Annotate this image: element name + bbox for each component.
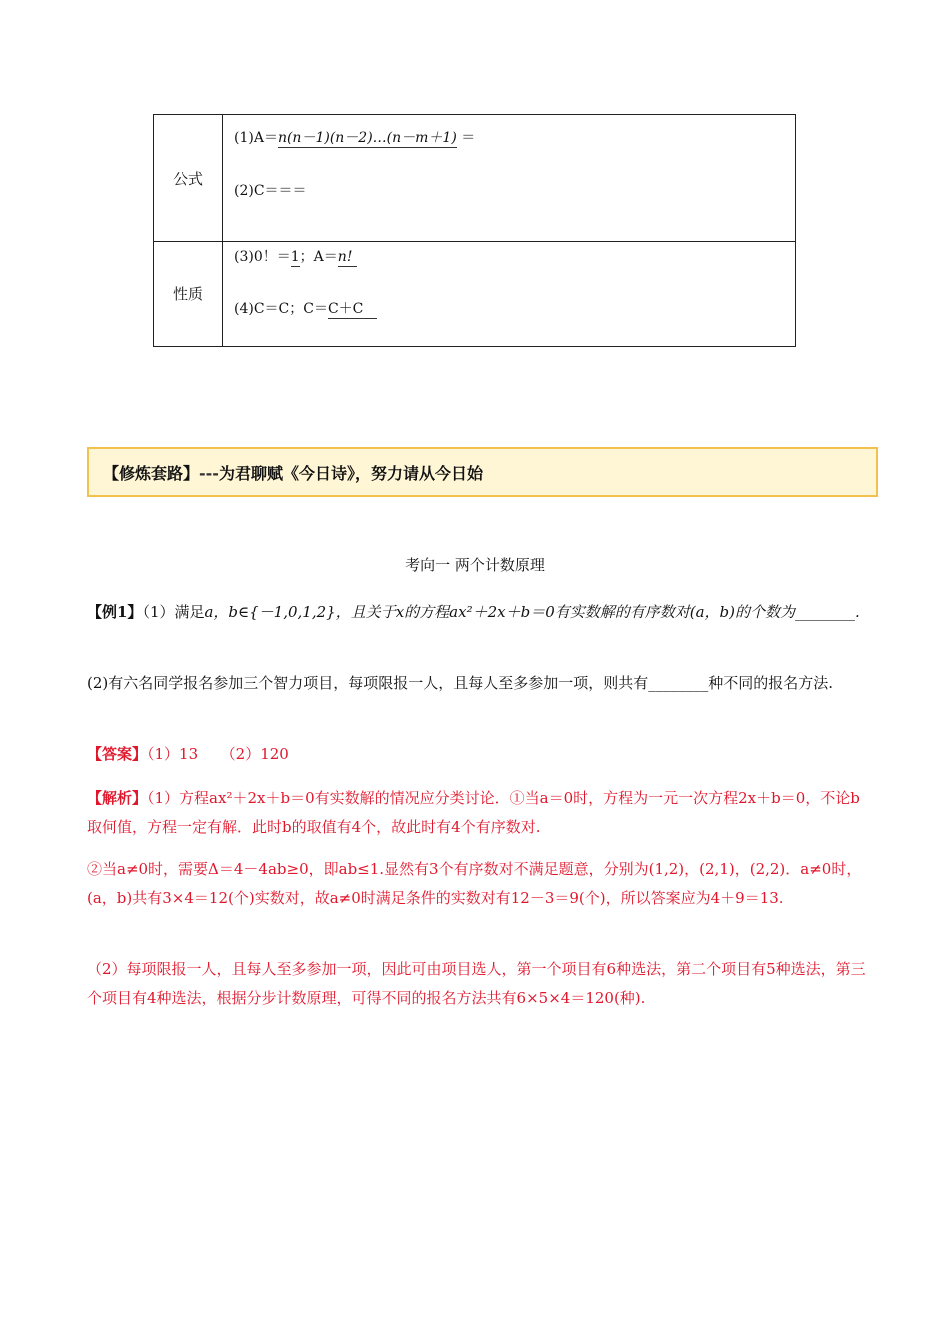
formula-table	[153, 114, 796, 347]
property-3-mid: ；A＝	[299, 249, 338, 265]
property-line-3	[234, 246, 357, 266]
answer-line	[87, 740, 870, 769]
property-3-answer-1: 1	[290, 249, 300, 265]
row-label-formula: 公式	[154, 115, 223, 241]
example-question-1	[87, 598, 870, 627]
banner-tag: 【修炼套路】	[103, 464, 200, 483]
property-line-4	[234, 298, 377, 318]
banner-poem: 为君聊赋《今日诗》，努力请从今日始	[218, 464, 483, 483]
example-q1-part4: ax²＋2x＋b＝0有实数解的有序数对(a，b)的个数为________.	[449, 603, 860, 621]
property-3-prefix: (3)0！＝	[234, 249, 291, 265]
answer-tag: 【答案】	[87, 745, 148, 763]
formula-line-2: (2)C＝＝＝	[234, 183, 307, 199]
analysis-paragraph-2: ②当a≠0时，需要Δ＝4－4ab≥0，即ab≤1.显然有3个有序数对不满足题意，分别为(1,2)，(2,1)，(2,2)．a≠0时，(a，b)共有3×4＝12(个)实数对，故a≠0时满足条件的实数对有12－3＝9(个)，所以答案应为4＋9＝13.	[87, 860, 862, 907]
table-row-property	[154, 241, 795, 346]
example-question-2: (2)有六名同学报名参加三个智力项目，每项限报一人，且每人至多参加一项，则共有________种不同的报名方法.	[87, 674, 834, 692]
answer-text: （1）13 （2）120	[147, 745, 289, 763]
property-3-answer-2: n!	[337, 249, 353, 265]
table-row-formula	[154, 115, 795, 242]
banner-dash: ---	[199, 464, 219, 483]
property-4-answer: C＋C	[327, 301, 364, 317]
example-tag: 【例1】	[87, 603, 143, 621]
banner-text	[103, 461, 483, 484]
row-label-property: 性质	[154, 241, 223, 346]
property-cell	[234, 241, 787, 346]
practice-banner	[87, 447, 878, 497]
example-q1-part1: （1）满足	[142, 603, 205, 621]
example-q1-part2: a，b∈{－1,0,1,2}，且关于	[204, 603, 396, 621]
section-title: 考向一 两个计数原理	[405, 556, 545, 574]
formula-cell	[234, 115, 787, 241]
formula-1-answer: n(n－1)(n－2)…(n－m＋1)	[277, 130, 457, 146]
analysis-p1-text: （1）方程ax²＋2x＋b＝0有实数解的情况应分类讨论．①当a＝0时，方程为一元一次方程2x＋b＝0，不论b取何值，方程一定有解．此时b的取值有4个，故此时有4个有序数对.	[87, 789, 860, 836]
example-q1-part3: x的方程	[395, 603, 450, 621]
property-4-prefix: (4)C＝C；C＝	[234, 301, 328, 317]
formula-1-suffix: ＝	[456, 130, 476, 146]
analysis-tag: 【解析】	[87, 789, 148, 807]
analysis-paragraph-3: （2）每项限报一人，且每人至多参加一项，因此可由项目选人，第一个项目有6种选法，第二个项目有5种选法，第三个项目有4种选法，根据分步计数原理，可得不同的报名方法共有6×5×4＝120(种).	[87, 960, 866, 1007]
formula-line-1	[234, 127, 475, 147]
analysis-paragraph-1	[87, 784, 870, 842]
formula-1-prefix: (1)A＝	[234, 130, 278, 146]
